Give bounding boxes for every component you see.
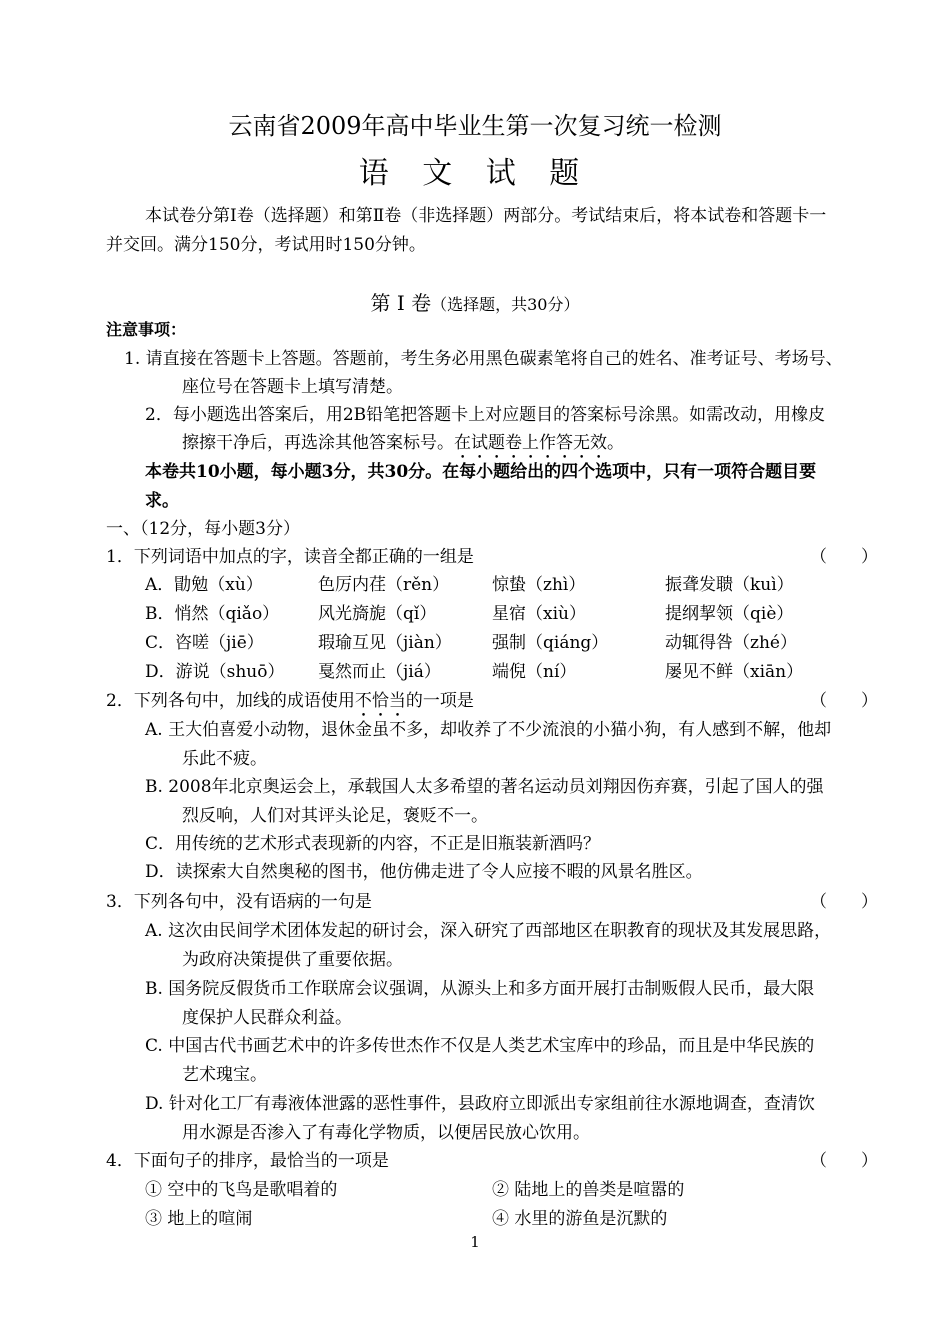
note-1-line-2: 座位号在答题卡上填写清楚。 xyxy=(182,377,403,397)
intro-line-1: 本试卷分第Ⅰ卷（选择题）和第Ⅱ卷（非选择题）两部分。考试结束后，将本试卷和答题卡一 xyxy=(145,206,827,226)
intro-line-2: 并交回。满分150分，考试用时150分钟。 xyxy=(106,235,426,255)
q2-stem-pre: 2．下列各句中，加线的成语使用 xyxy=(106,691,355,711)
q3-option-b-line-1: B. 国务院反假货币工作联席会议强调，从源头上和多方面开展打击制贩假人民币，最大限 xyxy=(145,979,815,999)
answer-blank-q4: （ ） xyxy=(810,1151,878,1171)
q1-d-2: 戛然而止（jiá） xyxy=(318,662,441,682)
section-note: （选择题，共30分） xyxy=(431,295,580,314)
question-4-stem: 4．下面句子的排序，最恰当的一项是 xyxy=(106,1151,389,1171)
q1-c-3: 强制（qiáng） xyxy=(492,633,609,653)
q1-a-2: 色厉内荏（rěn） xyxy=(318,575,450,595)
q3-option-d-line-1: D. 针对化工厂有毒液体泄露的恶性事件，县政府立即派出专家组前往水源地调查，查清饮 xyxy=(145,1094,815,1114)
q3-option-a-line-1: A. 这次由民间学术团体发起的研讨会，深入研究了西部地区在职教育的现状及其发展思路， xyxy=(145,921,832,941)
page-number: 1 xyxy=(470,1233,480,1251)
q2-stem-post: 的一项是 xyxy=(405,691,474,711)
q2-option-a-line-1: A. 王大伯喜爱小动物，退休金虽不多，却收养了不少流浪的小猫小狗，有人感到不解，他却 xyxy=(145,720,832,740)
answer-blank-q2: （ ） xyxy=(810,691,878,711)
emphasis-text: 在试题卷上作答无效 xyxy=(454,433,607,453)
note-2-text: 擦擦干净后，再选涂其他答案标号。 xyxy=(182,433,454,453)
q1-d-4: 屡见不鲜（xiān） xyxy=(665,662,804,682)
q2-option-b-line-1: B. 2008年北京奥运会上，承载国人太多希望的著名运动员刘翔因伤弃赛，引起了国人的强 xyxy=(145,777,824,797)
q4-sentence-3: ③ 地上的喧闹 xyxy=(145,1209,253,1229)
q4-sentence-4: ④ 水里的游鱼是沉默的 xyxy=(492,1209,668,1229)
q2-option-a-line-2: 乐此不疲。 xyxy=(182,749,267,769)
note-2-line-1: 2．每小题选出答案后，用2B铅笔把答题卡上对应题目的答案标号涂黑。如需改动，用橡皮 xyxy=(145,405,826,425)
q3-option-c-line-1: C. 中国古代书画艺术中的许多传世杰作不仅是人类艺术宝库中的珍品，而且是中华民族的 xyxy=(145,1036,815,1056)
q2-option-b-line-2: 烈反响，人们对其评头论足，褒贬不一。 xyxy=(182,806,488,826)
notes-heading: 注意事项： xyxy=(106,320,187,339)
answer-blank-q1: （ ） xyxy=(810,547,878,567)
q1-b-2: 风光旖旎（qǐ） xyxy=(318,604,437,624)
q2-option-d: D．读探索大自然奥秘的图书，他仿佛走进了令人应接不暇的风景名胜区。 xyxy=(145,862,703,882)
answer-blank-q3: （ ） xyxy=(810,892,878,912)
q1-c-2: 瑕瑜互见（jiàn） xyxy=(318,633,452,653)
q1-c-1: C．咨嗟（jiē） xyxy=(145,633,264,653)
q1-b-3: 星宿（xiù） xyxy=(492,604,586,624)
q1-b-4: 提纲挈领（qiè） xyxy=(665,604,794,624)
bold-instruction-line-2: 求。 xyxy=(145,491,179,511)
q1-d-3: 端倪（ní） xyxy=(492,662,577,682)
note-1-line-1: 1. 请直接在答题卡上答题。答题前，考生务必用黑色碳素笔将自己的姓名、准考证号、考场号、 xyxy=(124,349,843,369)
q2-stem-emphasis: 不恰当 xyxy=(354,691,406,711)
q1-a-1: A．勖勉（xù） xyxy=(145,575,263,595)
note-2-end: 。 xyxy=(607,433,624,453)
q3-option-d-line-2: 用水源是否渗入了有毒化学物质，以便居民放心饮用。 xyxy=(182,1123,590,1143)
question-3-stem: 3．下列各句中，没有语病的一句是 xyxy=(106,892,372,912)
q3-option-b-line-2: 度保护人民群众利益。 xyxy=(182,1008,352,1028)
bold-instruction-line-1: 本卷共10小题，每小题3分，共30分。在每小题给出的四个选项中，只有一项符合题目要 xyxy=(145,462,817,482)
section-heading xyxy=(0,287,950,316)
q4-sentence-2: ② 陆地上的兽类是喧嚣的 xyxy=(492,1180,685,1200)
subject-title: 语 文 试 题 xyxy=(358,156,592,191)
part-heading: 一、（12分，每小题3分） xyxy=(106,519,300,539)
section-title: 第 Ⅰ 卷 xyxy=(370,291,432,315)
question-1-stem: 1．下列词语中加点的字，读音全都正确的一组是 xyxy=(106,547,474,567)
q4-sentence-1: ① 空中的飞鸟是歌唱着的 xyxy=(145,1180,338,1200)
exam-title: 云南省2009年高中毕业生第一次复习统一检测 xyxy=(228,112,722,140)
q1-a-3: 惊蛰（zhì） xyxy=(492,575,586,595)
q1-b-1: B．悄然（qiǎo） xyxy=(145,604,280,624)
q1-a-4: 振聋发聩（kuì） xyxy=(665,575,794,595)
q3-option-a-line-2: 为政府决策提供了重要依据。 xyxy=(182,950,403,970)
q3-option-c-line-2: 艺术瑰宝。 xyxy=(182,1065,267,1085)
q2-option-c: C．用传统的艺术形式表现新的内容，不正是旧瓶装新酒吗？ xyxy=(145,834,601,854)
q1-c-4: 动辄得咎（zhé） xyxy=(665,633,797,653)
q1-d-1: D．游说（shuō） xyxy=(145,662,285,682)
